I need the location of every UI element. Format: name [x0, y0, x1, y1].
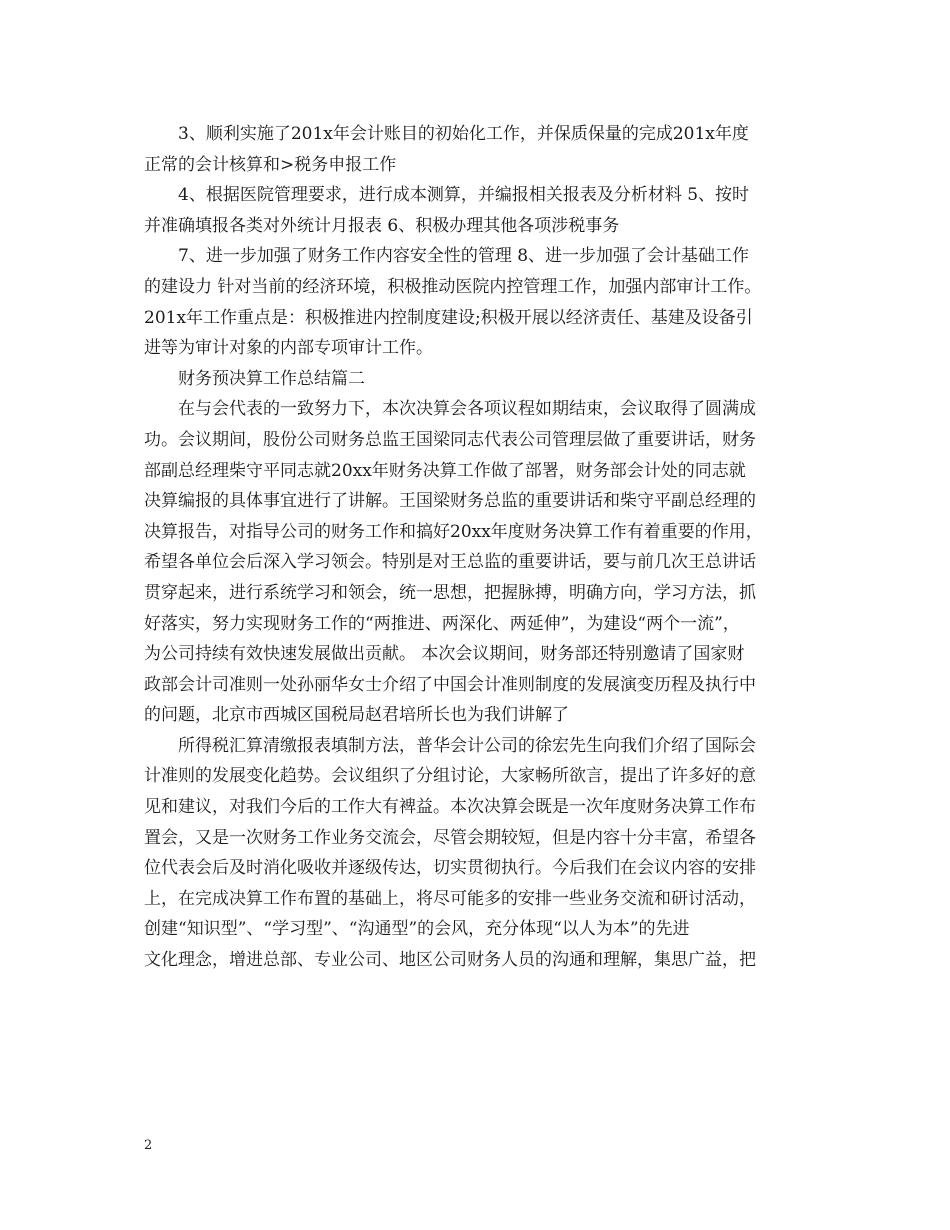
- text-line: 上，在完成决算工作布置的基础上，将尽可能多的安排一些业务交流和研讨活动，: [144, 888, 756, 909]
- text-line: 财务预决算工作总结篇二: [178, 368, 365, 389]
- text-line: 3、顺利实施了201x年会计账目的初始化工作，并保质保量的完成201x年度: [178, 124, 749, 144]
- text-line: 置会，又是一次财务工作业务交流会，尽管会期较短，但是内容十分丰富，希望各: [144, 827, 756, 848]
- text-line: 的建设力 针对当前的经济环境，积极推动医院内控管理工作，加强内部审计工作。: [144, 276, 762, 297]
- text-line: 部副总经理柴守平同志就20xx年财务决算工作做了部署，财务部会计处的同志就: [144, 460, 746, 481]
- text-line: 好落实，努力实现财务工作的“两推进、两深化、两延伸”，为建设“两个一流”，: [144, 613, 740, 634]
- text-line: 政部会计司准则一处孙丽华女士介绍了中国会计准则制度的发展演变历程及执行中: [144, 674, 756, 695]
- document-body: [144, 119, 824, 976]
- text-line: 进等为审计对象的内部专项审计工作。: [144, 338, 433, 359]
- text-line: 功。会议期间，股份公司财务总监王国梁同志代表公司管理层做了重要讲话，财务: [144, 429, 756, 450]
- text-line: 计准则的发展变化趋势。会议组织了分组讨论，大家畅所欲言，提出了许多好的意: [144, 766, 756, 787]
- text-line: 所得税汇算清缴报表填制方法，普华会计公司的徐宏先生向我们介绍了国际会: [178, 735, 756, 756]
- text-line: 创建“知识型”、“学习型”、“沟通型”的会风，充分体现“以人为本”的先进: [144, 919, 690, 940]
- text-line: 贯穿起来，进行系统学习和领会，统一思想，把握脉搏，明确方向，学习方法，抓: [144, 582, 756, 603]
- text-line: 文化理念，增进总部、专业公司、地区公司财务人员的沟通和理解，集思广益，把: [144, 950, 756, 971]
- text-line: 决算报告，对指导公司的财务工作和搞好20xx年度财务决算工作有着重要的作用，: [144, 521, 763, 542]
- text-line: 并准确填报各类对外统计月报表 6、积极办理其他各项涉税事务: [144, 215, 620, 236]
- page-number: 2: [144, 1138, 153, 1153]
- text-line: 正常的会计核算和>税务申报工作: [144, 154, 397, 175]
- text-line: 4、根据医院管理要求，进行成本测算，并编报相关报表及分析材料 5、按时: [178, 185, 750, 206]
- text-line: 7、进一步加强了财务工作内容安全性的管理 8、进一步加强了会计基础工作: [178, 246, 750, 267]
- text-line: 在与会代表的一致努力下，本次决算会各项议程如期结束，会议取得了圆满成: [178, 399, 756, 420]
- text-line: 位代表会后及时消化吸收并逐级传达，切实贯彻执行。今后我们在会议内容的安排: [144, 858, 756, 879]
- text-line: 希望各单位会后深入学习领会。特别是对王总监的重要讲话，要与前几次王总讲话: [144, 552, 756, 573]
- text-line: 201x年工作重点是：积极推进内控制度建设;积极开展以经济责任、基建及设备引: [144, 307, 753, 328]
- text-line: 为公司持续有效快速发展做出贡献。 本次会议期间，财务部还特别邀请了国家财: [144, 644, 745, 665]
- text-line: 见和建议，对我们今后的工作大有裨益。本次决算会既是一次年度财务决算工作布: [144, 797, 756, 818]
- text-line: 决算编报的具体事宜进行了讲解。王国梁财务总监的重要讲话和柴守平副总经理的: [144, 491, 756, 512]
- text-line: 的问题，北京市西城区国税局赵君培所长也为我们讲解了: [144, 705, 569, 726]
